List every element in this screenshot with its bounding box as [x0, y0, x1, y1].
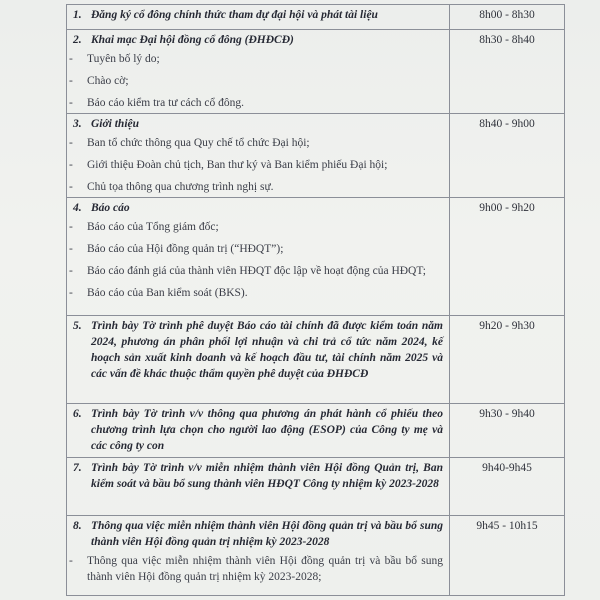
agenda-item-heading [73, 32, 443, 48]
agenda-item-heading [73, 406, 443, 454]
sub-item-text: Báo cáo của Hội đồng quản trị (“HĐQT”); [87, 243, 284, 255]
item-number: 5. [73, 320, 82, 332]
agenda-item-heading [73, 7, 443, 23]
sub-item-text: Tuyên bố lý do; [87, 53, 160, 65]
sub-item [69, 157, 443, 173]
bullet-dash: - [69, 221, 73, 233]
agenda-time: 8h40 - 9h00 [450, 114, 565, 198]
item-title: Trình bày Tờ trình phê duyệt Báo cáo tài chính đã được kiểm toán năm 2024, phương án phân phối lợi nhuận và chi trả cổ tức năm 2024, kế hoạch sản xuất kinh doanh và kế hoạch đầu tư, tài chính năm 2025 và các vấn đề khác thuộc thẩm quyền phê duyệt của ĐHĐCĐ [91, 320, 443, 380]
item-title: Trình bày Tờ trình v/v thông qua phương án phát hành cổ phiếu theo chương trình lựa chọn cho người lao động (ESOP) của Công ty mẹ và các công ty con [91, 408, 443, 452]
bullet-dash: - [69, 137, 73, 149]
sub-item [69, 219, 443, 235]
bullet-dash: - [69, 181, 73, 193]
sub-item-text: Ban tổ chức thông qua Quy chế tổ chức Đại hội; [87, 137, 310, 149]
agenda-time: 9h45 - 10h15 [450, 516, 565, 596]
bullet-dash: - [69, 75, 73, 87]
agenda-row [67, 198, 565, 316]
item-title: Báo cáo [91, 202, 130, 214]
agenda-row [67, 404, 565, 458]
item-number: 4. [73, 202, 82, 214]
agenda-time: 9h00 - 9h20 [450, 198, 565, 316]
sub-item [69, 95, 443, 111]
item-number: 7. [73, 462, 82, 474]
agenda-item-heading [73, 318, 443, 382]
sub-item-text: Báo cáo đánh giá của thành viên HĐQT độc lập về hoạt động của HĐQT; [87, 265, 426, 277]
sub-item [69, 179, 443, 195]
agenda-item-heading [73, 116, 443, 132]
sub-item-text: Chào cờ; [87, 75, 129, 87]
agenda-content-cell [67, 5, 450, 30]
item-number: 1. [73, 9, 82, 21]
item-number: 6. [73, 408, 82, 420]
agenda-row [67, 114, 565, 198]
item-number: 2. [73, 34, 82, 46]
agenda-time: 9h30 - 9h40 [450, 404, 565, 458]
sub-item [69, 285, 443, 301]
sub-item-text: Báo cáo của Tổng giám đốc; [87, 221, 219, 233]
sub-item [69, 51, 443, 67]
item-title: Giới thiệu [91, 118, 140, 130]
agenda-row [67, 30, 565, 114]
sub-item [69, 263, 443, 279]
sub-item-text: Giới thiệu Đoàn chủ tịch, Ban thư ký và Ban kiểm phiếu Đại hội; [87, 159, 388, 171]
sub-item-text: Chủ tọa thông qua chương trình nghị sự. [87, 181, 274, 193]
agenda-item-heading [73, 518, 443, 550]
bullet-dash: - [69, 53, 73, 65]
agenda-table [66, 4, 565, 596]
agenda-item-heading [73, 200, 443, 216]
agenda-item-heading [73, 460, 443, 492]
bullet-dash: - [69, 97, 73, 109]
agenda-content-cell [67, 404, 450, 458]
sub-item-text: Báo cáo của Ban kiểm soát (BKS). [87, 287, 248, 299]
agenda-row [67, 5, 565, 30]
agenda-row [67, 516, 565, 596]
agenda-content-cell [67, 458, 450, 516]
agenda-time: 9h40-9h45 [450, 458, 565, 516]
sub-item-text: Báo cáo kiểm tra tư cách cổ đông. [87, 97, 244, 109]
agenda-content-cell [67, 114, 450, 198]
item-number: 3. [73, 118, 82, 130]
bullet-dash: - [69, 159, 73, 171]
sub-item-text: Thông qua việc miễn nhiệm thành viên Hội đồng quản trị và bầu bổ sung thành viên Hội đồng quản trị nhiệm kỳ 2023-2028; [87, 555, 443, 583]
agenda-time: 8h30 - 8h40 [450, 30, 565, 114]
sub-item [69, 553, 443, 585]
agenda-row [67, 316, 565, 404]
agenda-time: 9h20 - 9h30 [450, 316, 565, 404]
agenda-content-cell [67, 316, 450, 404]
sub-item [69, 241, 443, 257]
agenda-content-cell [67, 516, 450, 596]
bullet-dash: - [69, 265, 73, 277]
agenda-content-cell [67, 30, 450, 114]
sub-item [69, 135, 443, 151]
agenda-time: 8h00 - 8h30 [450, 5, 565, 30]
bullet-dash: - [69, 243, 73, 255]
bullet-dash: - [69, 287, 73, 299]
agenda-content-cell [67, 198, 450, 316]
item-number: 8. [73, 520, 82, 532]
bullet-dash: - [69, 555, 73, 567]
item-title: Thông qua việc miễn nhiệm thành viên Hội đồng quản trị và bầu bổ sung thành viên Hội đồng quản trị nhiệm kỳ 2023-2028 [91, 520, 443, 548]
agenda-row [67, 458, 565, 516]
item-title: Đăng ký cổ đông chính thức tham dự đại hội và phát tài liệu [91, 9, 378, 21]
sub-item [69, 73, 443, 89]
item-title: Trình bày Tờ trình v/v miễn nhiệm thành viên Hội đồng Quản trị, Ban kiểm soát và bầu bổ sung thành viên HĐQT Công ty nhiệm kỳ 2023-2028 [91, 462, 443, 490]
item-title: Khai mạc Đại hội đồng cổ đông (ĐHĐCĐ) [91, 34, 294, 46]
